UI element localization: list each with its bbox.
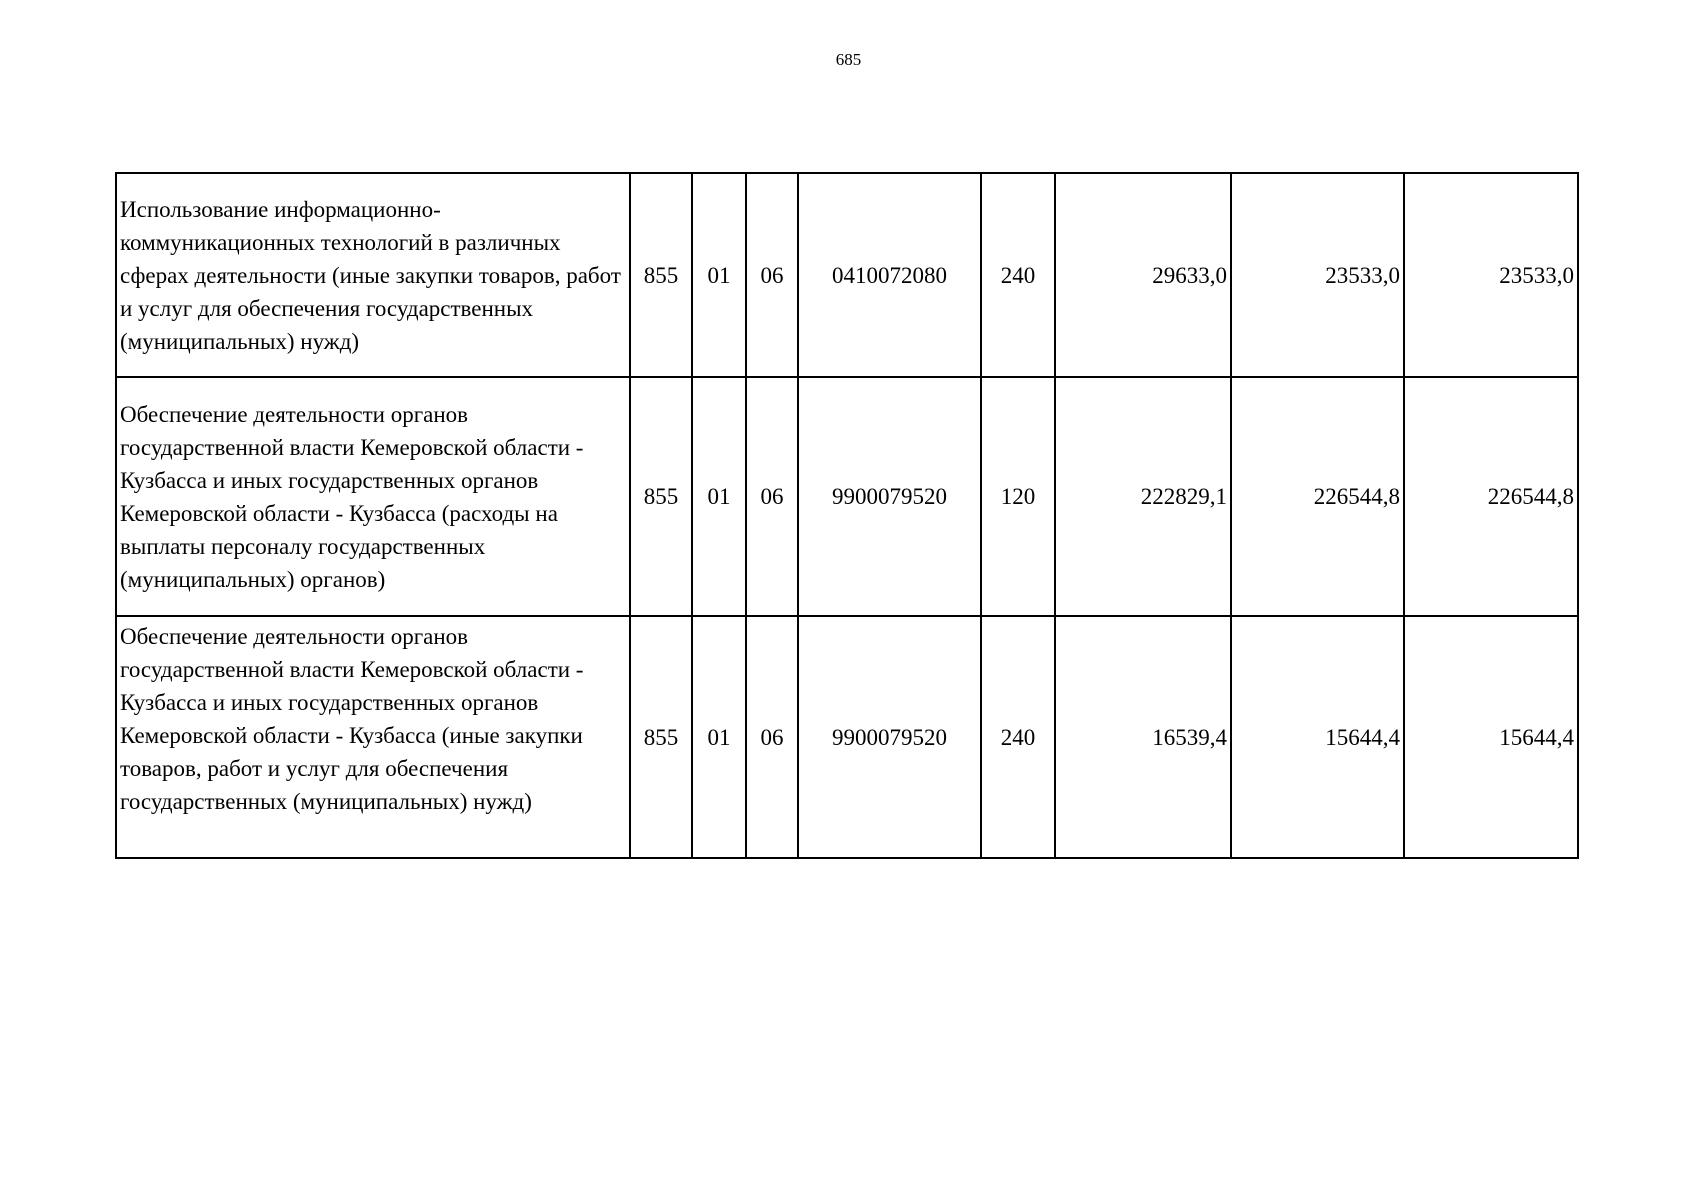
ministry-code: 855 [630,616,692,858]
amount-year-2: 15644,4 [1231,616,1404,858]
amount-year-1: 16539,4 [1055,616,1231,858]
page-number: 685 [835,50,862,69]
section-code: 01 [692,377,746,616]
ministry-code: 855 [630,377,692,616]
amount-year-3: 15644,4 [1404,616,1578,858]
amount-year-1: 29633,0 [1055,173,1231,377]
target-article-code: 9900079520 [798,616,981,858]
row-description: Обеспечение деятельности органов государственной власти Кемеровской области - Кузбасса и иных государственных органов Кемеровской области - Кузбасса (иные закупки товаров, работ и услуг для обеспечения государственных (муниципальных) нужд) [116,616,630,858]
table-row [116,377,1578,616]
amount-year-2: 226544,8 [1231,377,1404,616]
section-code: 01 [692,173,746,377]
expense-type-code: 120 [981,377,1055,616]
subsection-code: 06 [746,377,798,616]
budget-table [115,172,1579,859]
section-code: 01 [692,616,746,858]
table-row [116,616,1578,858]
expense-type-code: 240 [981,173,1055,377]
amount-year-2: 23533,0 [1231,173,1404,377]
subsection-code: 06 [746,616,798,858]
amount-year-3: 226544,8 [1404,377,1578,616]
amount-year-1: 222829,1 [1055,377,1231,616]
ministry-code: 855 [630,173,692,377]
expense-type-code: 240 [981,616,1055,858]
row-description: Обеспечение деятельности органов государственной власти Кемеровской области - Кузбасса и иных государственных органов Кемеровской области - Кузбасса (расходы на выплаты персоналу государственных (муниципальных) органов) [116,377,630,616]
table-row [116,173,1578,377]
target-article-code: 9900079520 [798,377,981,616]
amount-year-3: 23533,0 [1404,173,1578,377]
row-description: Использование информационно-коммуникационных технологий в различных сферах деятельности (иные закупки товаров, работ и услуг для обеспечения государственных (муниципальных) нужд) [116,173,630,377]
target-article-code: 0410072080 [798,173,981,377]
subsection-code: 06 [746,173,798,377]
